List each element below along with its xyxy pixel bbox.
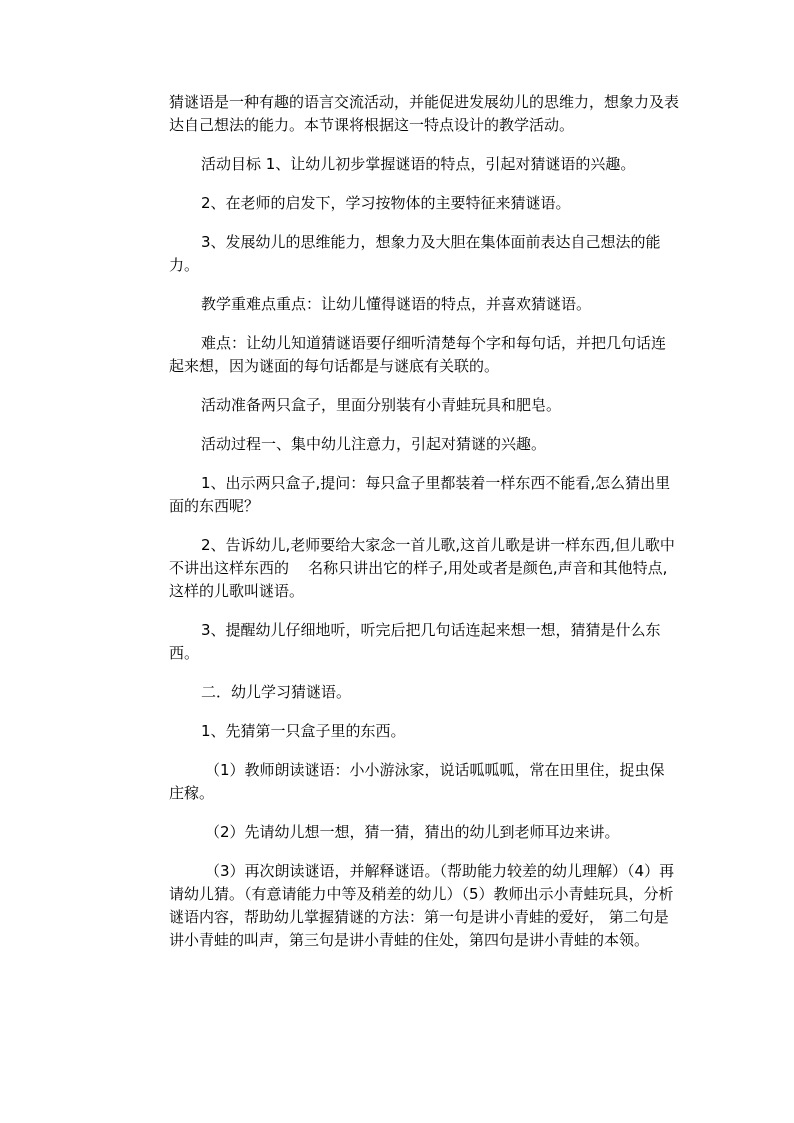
- paragraph-step-3: 3、提醒幼儿仔细地听，听完后把几句话连起来想一想，猜猜是什么东西。: [169, 621, 661, 662]
- paragraph-process-2: 二．幼儿学习猜谜语。: [201, 683, 352, 701]
- paragraph-goal-3: 3、发展幼儿的思维能力，想象力及大胆在集体面前表达自己想法的能力。: [169, 233, 661, 274]
- paragraph-preparation: 活动准备两只盒子，里面分别装有小青蛙玩具和肥皂。: [201, 396, 562, 414]
- paragraph-step-2: 2、告诉幼儿,老师要给大家念一首儿歌,这首儿歌是讲一样东西,但儿歌中不讲出这样东西的 名称只讲出它的样子,用处或者是颜色,声音和其他特点,这样的儿歌叫谜语。: [169, 536, 675, 600]
- paragraph-key-point: 教学重难点重点：让幼儿懂得谜语的特点，并喜欢猜谜语。: [201, 295, 592, 313]
- document-page: [169, 91, 679, 952]
- paragraph-riddle-read: （1）教师朗读谜语：小小游泳家，说话呱呱呱，常在田里住，捉虫保庄稼。: [169, 761, 665, 802]
- paragraph-goal-2: 2、在老师的启发下，学习按物体的主要特征来猜谜语。: [201, 194, 571, 212]
- paragraph-process-1: 活动过程一、集中幼儿注意力，引起对猜谜的兴趣。: [201, 435, 547, 453]
- paragraph-explain: （3）再次朗读谜语，并解释谜语。（帮助能力较差的幼儿理解）（4）再请幼儿猜。（有意请能力中等及稍差的幼儿）（5）教师出示小青蛙玩具，分析谜语内容，帮助幼儿掌握猜谜的方法：第一句是讲小青蛙的爱好， 第二句是讲小青蛙的叫声，第三句是讲小青蛙的住处，第四句是讲小青蛙的本领。: [169, 862, 675, 949]
- paragraph-think-guess: （2）先请幼儿想一想，猜一猜，猜出的幼儿到老师耳边来讲。: [205, 823, 620, 841]
- paragraph-step-1: 1、出示两只盒子,提问：每只盒子里都装着一样东西不能看,怎么猜出里面的东西呢？: [169, 474, 671, 515]
- paragraph-intro: 猜谜语是一种有趣的语言交流活动，并能促进发展幼儿的思维力，想象力及表达自己想法的能力。本节课将根据这一特点设计的教学活动。: [169, 93, 680, 134]
- paragraph-guess-1: 1、先猜第一只盒子里的东西。: [201, 722, 406, 740]
- paragraph-difficulty: 难点：让幼儿知道猜谜语要仔细听清楚每个字和每句话，并把几句话连起来想，因为谜面的每句话都是与谜底有关联的。: [169, 334, 667, 375]
- paragraph-goal-1: 活动目标 1、让幼儿初步掌握谜语的特点，引起对猜谜语的兴趣。: [201, 155, 636, 173]
